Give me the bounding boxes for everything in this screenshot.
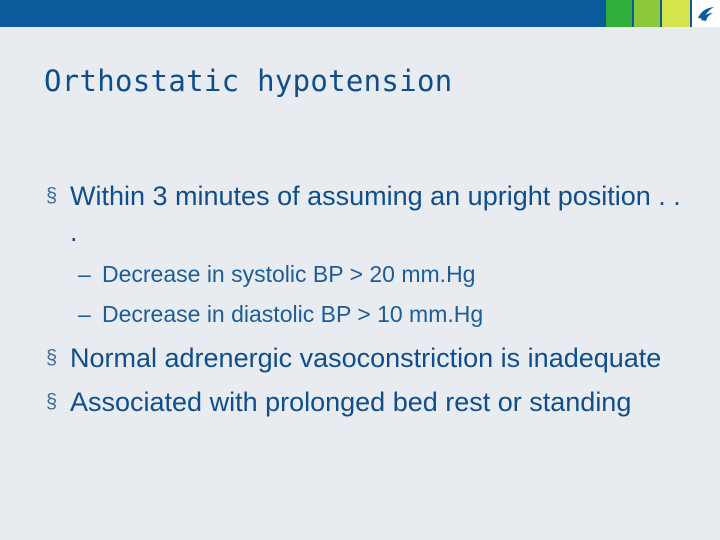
accent-swatch-green [606, 0, 632, 27]
accent-swatch-yellow [662, 0, 690, 27]
dash-marker: – [78, 261, 91, 287]
bullet-marker: § [46, 391, 58, 413]
sub-bullet-text: Decrease in systolic BP > 20 mm.Hg [102, 261, 476, 287]
bullet-text: Associated with prolonged bed rest or standing [70, 387, 632, 417]
sub-list [46, 254, 686, 334]
bullet-marker: § [46, 347, 58, 369]
bullet-text: Normal adrenergic vasoconstriction is inadequate [70, 343, 662, 373]
sub-bullet-text: Decrease in diastolic BP > 10 mm.Hg [102, 301, 484, 327]
bullet-marker: § [46, 185, 58, 207]
slide-title: Orthostatic hypotension [44, 64, 453, 98]
logo [692, 0, 720, 27]
dash-marker: – [78, 301, 91, 327]
bullet-item [46, 340, 686, 376]
bird-logo-icon [695, 4, 717, 24]
slide-content [46, 178, 686, 420]
bullet-item [46, 384, 686, 420]
bullet-item [46, 178, 686, 250]
bullet-text: Within 3 minutes of assuming an upright position . . . [70, 181, 681, 247]
sub-bullet-item [46, 294, 686, 334]
sub-bullet-item [46, 254, 686, 294]
accent-swatch-light-green [634, 0, 660, 27]
